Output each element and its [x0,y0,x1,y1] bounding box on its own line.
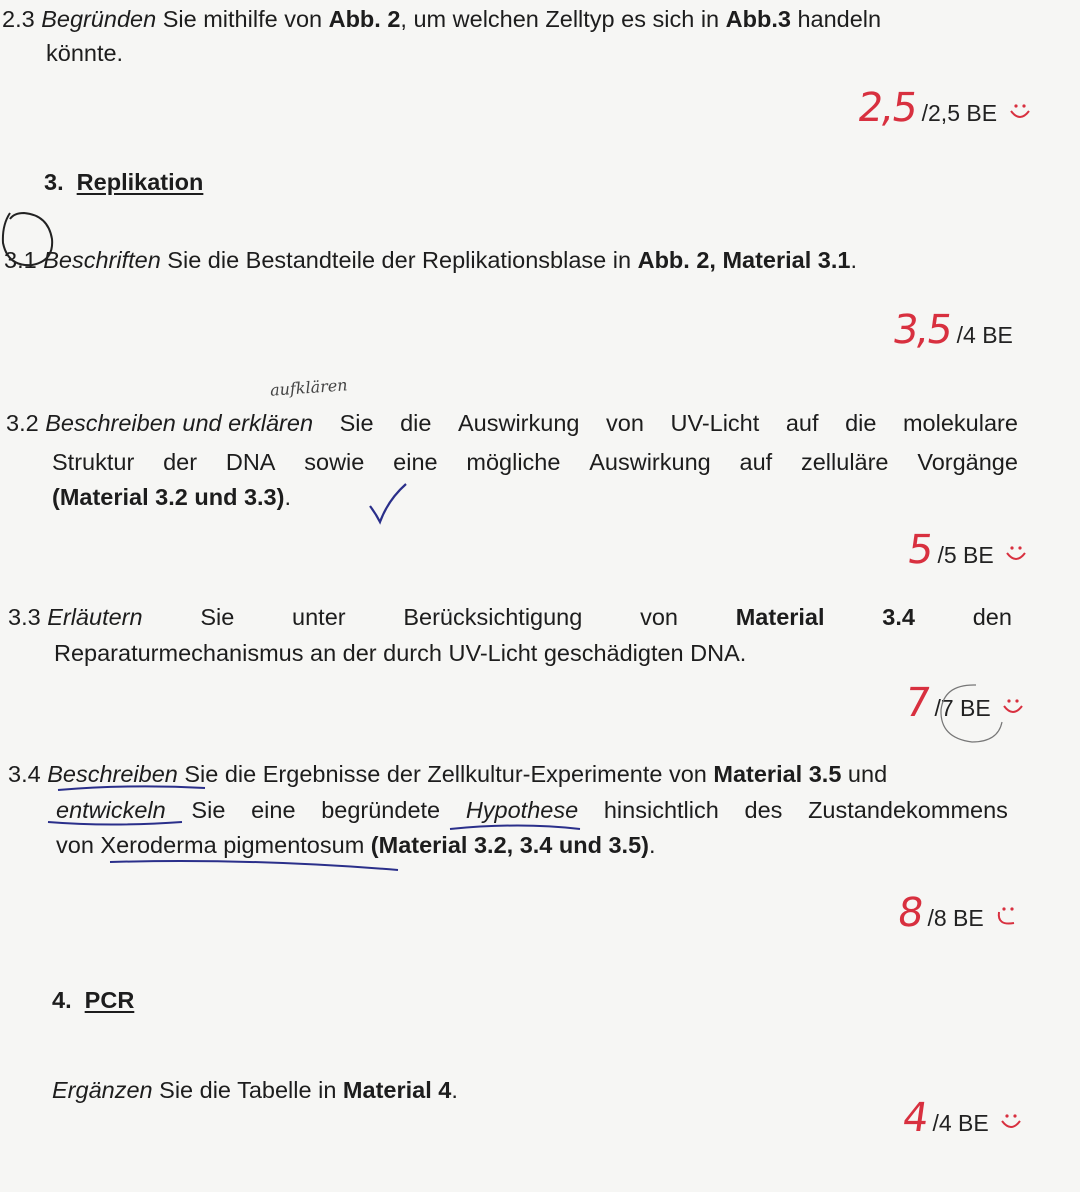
word: unter [292,604,346,630]
task-text: Sie die Tabelle in [152,1077,343,1103]
task-text: . [648,832,656,858]
smiley-icon [994,904,1018,928]
section-3-heading [44,165,203,199]
task-2-3-line2: könnte. [46,40,124,66]
word: Sie [339,410,374,436]
task-text: handeln [790,6,882,32]
handwritten-score: 4 [899,1095,930,1141]
word: Struktur [52,449,135,475]
task-3-2-line3 [52,480,291,514]
word: begründete [321,797,441,823]
task-verb: Erläutern [47,604,143,630]
task-verb: Beschreiben und erklären [45,410,314,436]
handwritten-score: 8 [894,890,925,936]
task-text: von Xeroderma pigmentosum [56,832,371,858]
task-verb: Beschreiben [47,761,178,787]
task-verb: entwickeln [56,797,166,823]
smiley-icon [1001,694,1025,718]
material-ref: Abb.3 [725,6,791,32]
material-ref-part: 3.4 [882,604,915,630]
task-3-3-line1 [8,600,1012,634]
task-number: 2.3 [2,6,35,32]
material-ref: Abb. 2, Material 3.1 [637,247,851,273]
score-3-2 [904,527,1028,573]
max-points: /4 BE [956,322,1013,348]
material-ref: Material 4 [342,1077,452,1103]
smiley-icon [1008,99,1032,123]
word: Auswirkung [458,410,580,436]
section-title: PCR [84,987,135,1013]
material-ref: Material 3.5 [713,761,842,787]
word: zelluläre [800,449,889,475]
word: DNA [225,449,276,475]
max-points: /5 BE [937,542,994,568]
material-ref-part: Material [735,604,825,630]
task-text: . [284,484,291,510]
word: mögliche [466,449,561,475]
task-3-4-line1 [8,757,887,791]
word: eine [393,449,438,475]
max-points: /4 BE [932,1110,989,1136]
task-3-1-line [4,243,857,277]
word: des [744,797,783,823]
score-3-4 [894,890,1018,936]
word: hinsichtlich [603,797,719,823]
task-number: 3.4 [8,761,41,787]
word: Vorgänge [917,449,1018,475]
task-text: . [451,1077,458,1103]
material-ref: Abb. 2 [328,6,401,32]
material-ref: (Material 3.2, 3.4 und 3.5) [370,832,649,858]
word: sowie [304,449,365,475]
task-number: 3.3 [8,604,41,630]
task-number: 3.2 [6,410,39,436]
handwritten-score: 2,5 [854,85,919,131]
task-text: . [850,247,858,273]
task-verb: Begründen [41,6,157,32]
justified-line [56,793,1008,827]
word: die [845,410,877,436]
word: den [972,604,1012,630]
task-text: Sie die Bestandteile der Replikationsblase in [160,247,638,273]
task-3-4-line2 [56,793,1008,827]
task-verb: Ergänzen [52,1077,153,1103]
task-3-3-line2: Reparaturmechanismus an der durch UV-Licht geschädigten DNA. [54,640,747,666]
justified-line [6,406,1018,440]
justified-line [8,600,1012,634]
word: UV-Licht [670,410,760,436]
word: von [640,604,678,630]
section-number: 4. [52,987,72,1013]
score-4 [899,1095,1023,1141]
smiley-icon [999,1109,1023,1133]
handwritten-score: 5 [904,527,935,573]
max-points: /8 BE [927,905,984,931]
section-number: 3. [44,169,64,195]
task-text: und [841,761,888,787]
section-4-heading [52,983,134,1017]
task-3-4-line3 [56,828,656,862]
score-3-1 [889,307,1013,353]
word: eine [251,797,296,823]
handwritten-score: 7 [901,680,932,726]
task-lead [6,406,313,440]
word: Berücksichtigung [403,604,583,630]
word: Sie [191,797,226,823]
word: auf [739,449,773,475]
word: der [163,449,198,475]
task-text: , um welchen Zelltyp es sich in [400,6,726,32]
word: von [606,410,644,436]
word: auf [785,410,819,436]
word: Auswirkung [589,449,711,475]
max-points: /2,5 BE [921,100,998,126]
justified-line [52,445,1018,479]
max-points: /7 BE [934,695,991,721]
task-verb: Beschriften [43,247,161,273]
task-4-line [52,1073,458,1107]
task-lead [8,600,143,634]
task-text: Sie mithilfe von [156,6,329,32]
material-ref: (Material 3.2 und 3.3) [52,484,285,510]
score-2-3 [854,85,1032,131]
hypothesis-word: Hypothese [465,797,579,823]
pencil-annotation: aufklären [269,375,349,400]
task-2-3-line1 [2,2,881,36]
task-text: Sie die Ergebnisse der Zellkultur-Experimente von [177,761,714,787]
checkmark-icon [366,480,410,526]
task-number: 3.1 [4,247,37,273]
score-3-3 [901,680,1025,726]
handwritten-score: 3,5 [889,307,954,353]
word: Zustandekommens [808,797,1008,823]
smiley-icon [1004,541,1028,565]
task-3-2-line2 [52,445,1018,479]
word: molekulare [902,410,1018,436]
section-title: Replikation [76,169,204,195]
word: die [400,410,432,436]
word: Sie [200,604,235,630]
task-3-2-line1 [6,406,1018,440]
